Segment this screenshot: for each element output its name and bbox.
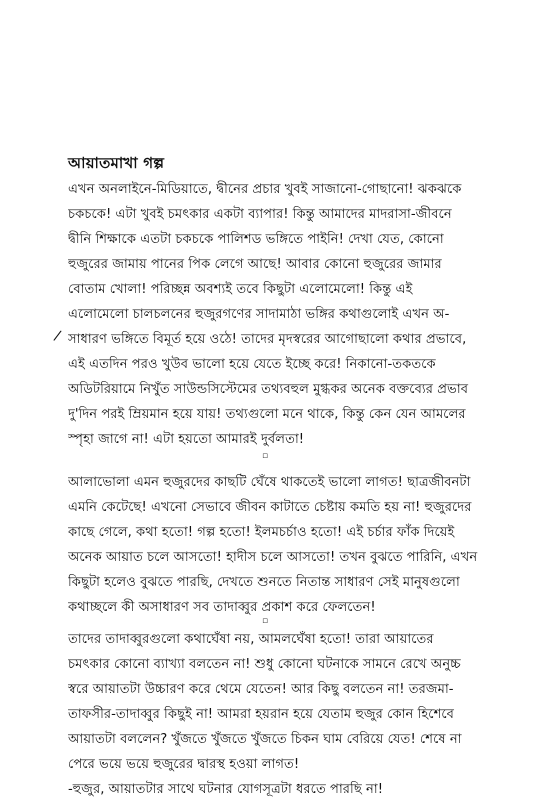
text-line: দ্বীনি শিক্ষাকে এতটা চকচকে পালিশড ভঙ্গিতে পাইনি! দেখা যেত, কোনো: [68, 232, 444, 247]
text-line: -হুজুর, আয়াতটার সাথে ঘটনার যোগসূত্রটা ধরতে পারছি না!: [68, 782, 383, 797]
text-line: পেরে ভয়ে ভয়ে হুজুরের দ্বারস্থ হওয়া লাগত!: [68, 757, 300, 772]
text-line: কিছুটা হলেও বুঝতে পারছি, দেখতে শুনতে নিতান্ত সাধারণ সেই মানুষগুলো: [68, 575, 460, 590]
text-line: চকচকে! এটা খুবই চমৎকার একটা ব্যাপার! কিন্তু আমাদের মাদরাসা-জীবনে: [68, 207, 452, 222]
text-line: দু'দিন পরই ম্রিয়মান হয়ে যায়! তথ্যগুলো মনে থাকে, কিন্তু কেন যেন আমলের: [68, 407, 466, 422]
text-line: আয়াতটা বললেন? খুঁজতে খুঁজতে খুঁজতে চিকন ঘাম বেরিয়ে যেত! শেষে না: [68, 732, 462, 747]
text-line: কথাচ্ছলে কী অসাধারণ সব তাদাব্বুর প্রকাশ করে ফেলতেন!: [68, 600, 376, 615]
text-line: স্পৃহা জাগে না! এটা হয়তো আমারই দুর্বলতা!: [68, 432, 305, 447]
text-line: বোতাম খোলা! পরিচ্ছন্ন অবশ্যই তবে কিছুটা এলোমেলো! কিন্তু এই: [68, 282, 413, 297]
text-line: এমনি কেটেছে! এখনো সেভাবে জীবন কাটাতে চেষ্টায় কমতি হয় না! হুজুরদের: [68, 500, 472, 515]
text-line: অনেক আয়াত চলে আসতো! হাদীস চলে আসতো! তখন বুঝতে পারিনি, এখন: [68, 550, 478, 565]
section-separator-icon: ▫: [262, 616, 269, 626]
margin-pencil-mark: /: [52, 327, 63, 345]
text-line: হুজুরের জামায় পানের পিক লেগে আছে! আবার কোনো হুজুরের জামার: [68, 257, 442, 272]
paragraph-1: [68, 177, 500, 452]
text-line: এলোমেলো চালচলনের হুজুরগণের সাদামাঠা ভঙ্গির কথাগুলোই এখন অ-: [68, 307, 450, 322]
paragraph-3: [68, 627, 500, 802]
text-line: আলাভোলা এমন হুজুরদের কাছটি ঘেঁষে থাকতেই ভালো লাগত! ছাত্রজীবনটা: [68, 475, 471, 490]
text-line: কাছে গেলে, কথা হতো! গল্প হতো! ইলমচর্চাও হতো! এই চর্চার ফাঁক দিয়েই: [68, 525, 455, 540]
paragraph-2: [68, 470, 500, 620]
text-line: তাদের তাদাব্বুরগুলো কথাঘেঁষা নয়, আমলঘেঁষা হতো! তারা আয়াতের: [68, 632, 434, 647]
text-line: তাফসীর-তাদাব্বুর কিছুই না! আমরা হয়রান হয়ে যেতাম হুজুর কোন হিশেবে: [68, 707, 455, 722]
text-line: সাধারণ ভঙ্গিতে বিমূর্ত হয়ে ওঠে! তাদের মৃদস্বরের আগোছালো কথার প্রভাবে,: [68, 332, 467, 347]
text-line: স্বরে আয়াতটা উচ্চারণ করে থেমে যেতেন! আর কিছু বলতেন না! তরজমা-: [68, 682, 454, 697]
text-line: চমৎকার কোনো ব্যাখ্যা বলতেন না! শুধু কোনো ঘটনাকে সামনে রেখে অনুচ্চ: [68, 657, 461, 672]
text-line: অডিটরিয়ামে নিখুঁত সাউন্ডসিস্টেমের তথ্যবহুল মুগ্ধকর অনেক বক্তব্যের প্রভাব: [68, 382, 469, 397]
chapter-title: আয়াতমাখা গল্প: [68, 154, 165, 172]
text-line: এখন অনলাইনে-মিডিয়াতে, দ্বীনের প্রচার খুবই সাজানো-গোছানো! ঝকঝকে: [68, 182, 462, 197]
section-separator-icon: ▫: [262, 451, 269, 461]
text-line: এই এতদিন পরও খুউব ভালো হয়ে যেতে ইচ্ছে করে! নিকানো-তকতকে: [68, 357, 436, 372]
